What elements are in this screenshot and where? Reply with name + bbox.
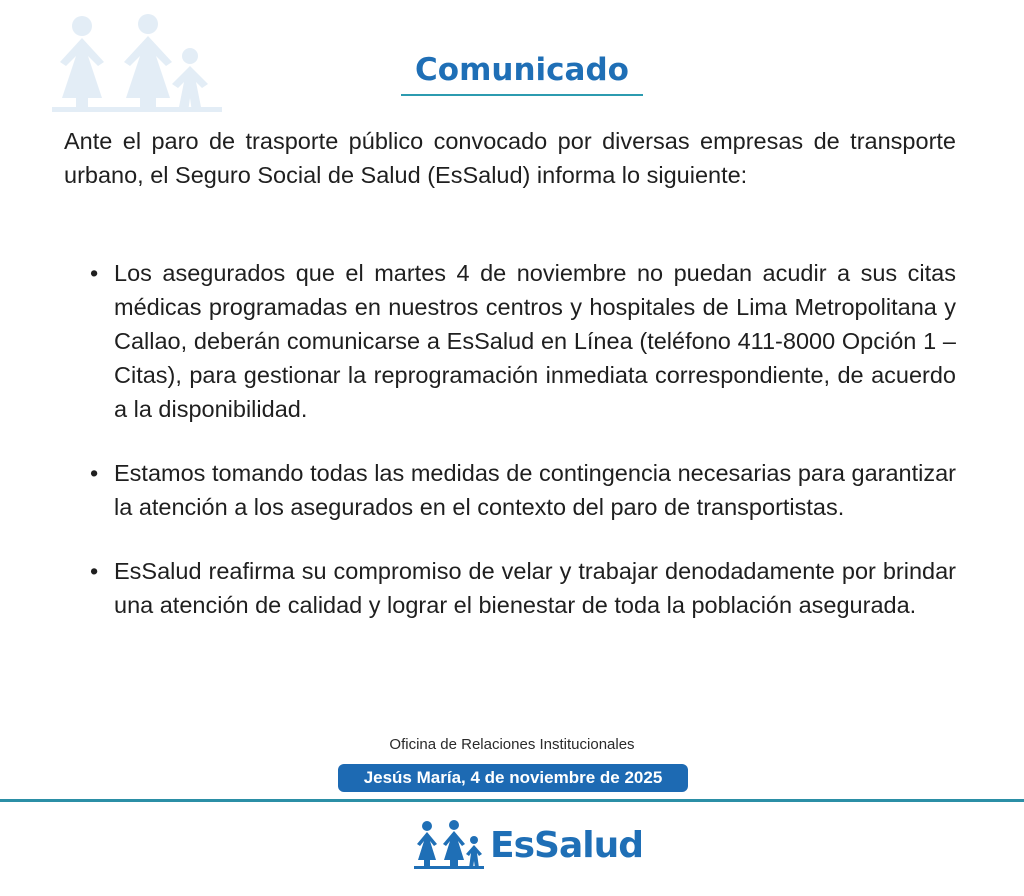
bullet-list bbox=[90, 256, 956, 622]
bullet-item: • Estamos tomando todas las medidas de contingencia necesarias para garantizar la atención a los asegurados en el contexto del paro de transportistas. bbox=[90, 456, 956, 524]
bullet-item: • EsSalud reafirma su compromiso de velar y trabajar denodadamente por brindar una atención de calidad y lograr el bienestar de toda la población asegurada. bbox=[90, 554, 956, 622]
logo-text: EsSalud bbox=[490, 824, 643, 866]
page-title: Comunicado bbox=[401, 52, 643, 96]
family-icon bbox=[414, 820, 486, 870]
intro-paragraph: Ante el paro de trasporte público convocado por diversas empresas de transporte urbano, el Seguro Social de Salud (EsSalud) informa lo siguiente: bbox=[64, 128, 956, 188]
essalud-logo bbox=[414, 820, 643, 870]
office-name: Oficina de Relaciones Institucionales bbox=[389, 736, 635, 753]
title-container bbox=[0, 52, 1024, 96]
place-date-badge: Jesús María, 4 de noviembre de 2025 bbox=[338, 764, 688, 792]
bullet-item: • Los asegurados que el martes 4 de noviembre no puedan acudir a sus citas médicas programadas en nuestros centros y hospitales de Lima Metropolitana y Callao, deberán comunicarse a EsSalud en Línea (teléfono 411-8000 Opción 1 – Citas), para gestionar la reprogramación inmediata correspondiente, de acuerdo a la disponibilidad. bbox=[90, 256, 956, 426]
